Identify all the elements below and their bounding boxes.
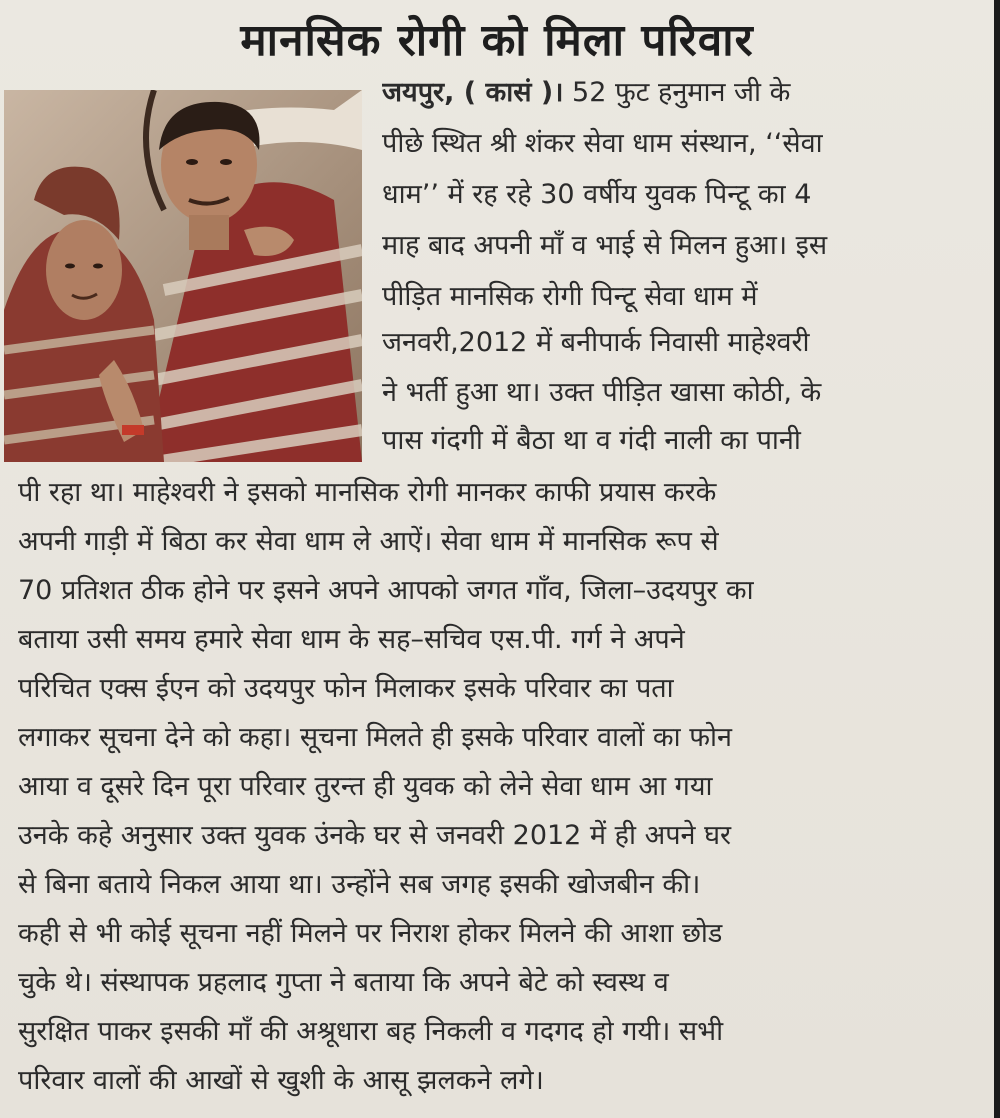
article-line: जनवरी,2012 में बनीपार्क निवासी माहेश्वरी: [382, 327, 810, 358]
article-line: पास गंदगी में बैठा था व गंदी नाली का पानी: [382, 425, 801, 456]
article-line: पीड़ित मानसिक रोगी पिन्टू सेवा धाम में: [382, 281, 758, 312]
article-line: सुरक्षित पाकर इसकी माँ की अश्रूधारा बह निकली व गदगद हो गयी। सभी: [18, 1016, 724, 1047]
article-line: ने भर्ती हुआ था। उक्त पीड़ित खासा कोठी, के: [382, 377, 822, 408]
article-line: 52 फुट हनुमान जी के: [572, 77, 791, 108]
article-line: पी रहा था। माहेश्वरी ने इसको मानसिक रोगी मानकर काफी प्रयास करके: [18, 477, 717, 508]
article-line: उनके कहे अनुसार उक्त युवक उंनके घर से जनवरी 2012 में ही अपने घर: [18, 820, 732, 851]
article-line: अपनी गाड़ी में बिठा कर सेवा धाम ले आऐं। सेवा धाम में मानसिक रूप से: [18, 526, 719, 557]
headline: मानसिक रोगी को मिला परिवार: [240, 15, 754, 66]
article-line: बताया उसी समय हमारे सेवा धाम के सह–सचिव एस.पी. गर्ग ने अपने: [18, 624, 685, 655]
dateline: जयपुर, ( कासं )।: [382, 77, 564, 108]
article-line: 70 प्रतिशत ठीक होने पर इसने अपने आपको जगत गाँव, जिला–उदयपुर का: [18, 575, 754, 606]
article-line: चुके थे। संस्थापक प्रहलाद गुप्ता ने बताया कि अपने बेटे को स्वस्थ व: [18, 967, 669, 998]
article-line: धाम’’ में रह रहे 30 वर्षीय युवक पिन्टू का 4: [382, 179, 812, 210]
article-line: परिचित एक्स ईएन को उदयपुर फोन मिलाकर इसके परिवार का पता: [18, 673, 674, 704]
article-line: से बिना बताये निकल आया था। उन्होंने सब जगह इसकी खोजबीन की।: [18, 869, 701, 900]
photo-mother-son: [4, 90, 362, 462]
article-line: कही से भी कोई सूचना नहीं मिलने पर निराश होकर मिलने की आशा छोड: [18, 918, 723, 949]
article-line: लगाकर सूचना देने को कहा। सूचना मिलते ही इसके परिवार वालों का फोन: [18, 722, 733, 753]
clipping-edge: [994, 0, 1000, 1118]
article-line: पीछे स्थित श्री शंकर सेवा धाम संस्थान, ‘‘सेवा: [382, 128, 823, 159]
article-line: माह बाद अपनी माँ व भाई से मिलन हुआ। इस: [382, 230, 828, 261]
article-line: आया व दूसरे दिन पूरा परिवार तुरन्त ही युवक को लेने सेवा धाम आ गया: [18, 771, 713, 802]
article-line: परिवार वालों की आखों से खुशी के आसू झलकने लगे।: [18, 1065, 544, 1096]
